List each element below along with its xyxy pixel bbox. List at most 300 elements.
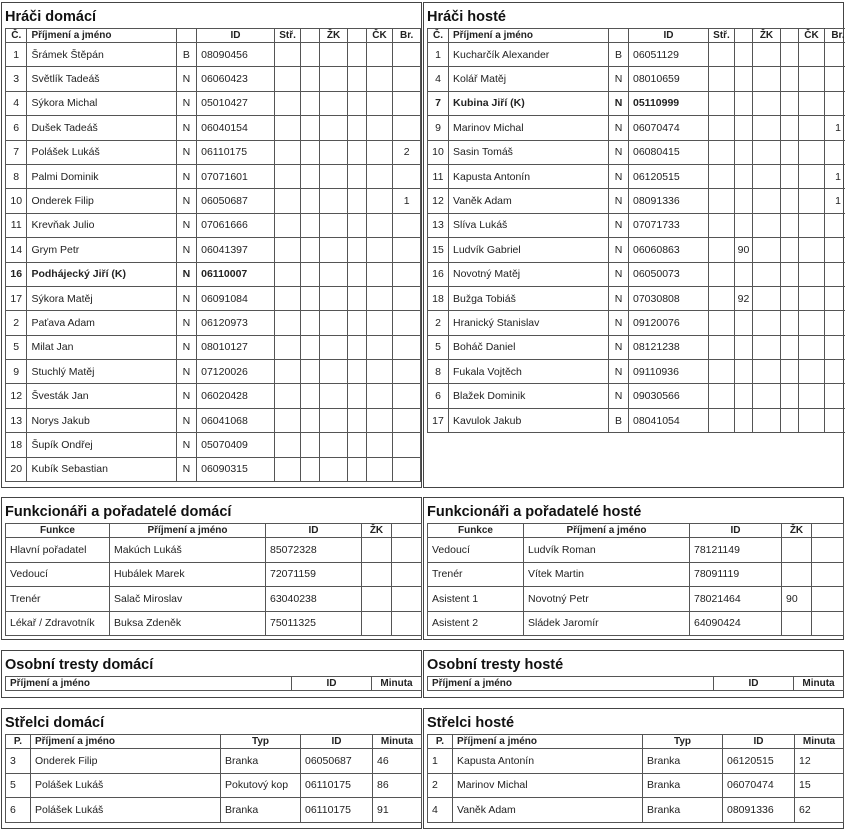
extra-cell [812,562,844,587]
name-cell: Polášek Lukáš [31,773,221,798]
column-header [301,29,319,43]
name-cell: Švesták Jan [27,384,176,408]
column-header [176,29,196,43]
type-cell: Branka [643,798,723,823]
name-cell: Novotný Matěj [449,262,609,286]
table-row [6,433,421,457]
flag-cell: N [176,91,196,115]
number-cell: 2 [428,311,449,335]
yellow-card-cell [348,262,366,286]
yellow-card-cell [753,116,781,140]
number-cell: 16 [428,262,449,286]
column-header: ID [723,735,795,749]
shots-cell [274,189,301,213]
name-cell: Sýkora Michal [27,91,176,115]
table-row [6,408,421,432]
id-cell: 06020428 [197,384,275,408]
red-card-cell [799,213,825,237]
name-cell: Vaněk Adam [449,189,609,213]
panel-title: Funkcionáři a pořadatelé domácí [5,504,232,520]
table-row [6,360,421,384]
goals-cell [825,311,845,335]
name-cell: Milat Jan [27,335,176,359]
yellow-card-cell [735,408,753,432]
home-players-panel [1,2,422,488]
column-header: ID [714,677,794,691]
red-card-cell [799,360,825,384]
table-row [428,91,845,115]
shots-cell [709,164,735,188]
table-row [6,43,421,67]
players-table [427,28,845,433]
panel-title: Osobní tresty hosté [427,657,564,673]
yellow-card-cell [301,286,319,310]
id-cell: 08091336 [629,189,709,213]
id-cell: 06040154 [197,116,275,140]
name-cell: Sládek Jaromír [524,611,690,636]
away-scorers-panel [423,708,844,829]
away-penalties-panel [423,650,844,698]
id-cell: 06051129 [629,43,709,67]
yellow-card-cell [301,213,319,237]
name-cell: Šrámek Štěpán [27,43,176,67]
yellow-card-cell [348,213,366,237]
goals-cell: 1 [825,116,845,140]
name-cell: Slíva Lukáš [449,213,609,237]
name-cell: Polášek Lukáš [31,798,221,823]
number-cell: 9 [6,360,27,384]
table-row [428,262,845,286]
table-row [6,311,421,335]
name-cell: Vaněk Adam [453,798,643,823]
goals-cell [393,213,421,237]
yellow-card-cell [348,384,366,408]
name-cell: Podhájecký Jiří (K) [27,262,176,286]
id-cell: 78021464 [690,587,782,612]
yellow-card-cell [319,384,348,408]
yellow-card-cell [319,408,348,432]
number-cell: 4 [428,67,449,91]
table-row [428,611,844,636]
table-row [428,360,845,384]
number-cell: 1 [428,43,449,67]
yellow-card-cell [301,360,319,384]
flag-cell: B [609,408,629,432]
goals-cell [825,262,845,286]
order-cell: 4 [428,798,453,823]
yellow-card-cell [781,384,799,408]
column-header: ŽK [362,524,392,538]
flag-cell: N [176,360,196,384]
table-row [428,164,845,188]
red-card-cell [799,408,825,432]
name-cell: Krevňak Julio [27,213,176,237]
name-cell: Palmi Dominik [27,164,176,188]
yellow-card-cell [301,433,319,457]
column-header: ID [690,524,782,538]
flag-cell: N [609,286,629,310]
goals-cell [393,433,421,457]
number-cell: 10 [6,189,27,213]
yellow-card-cell [781,360,799,384]
yellow-card-cell [319,164,348,188]
red-card-cell [366,286,393,310]
column-header: Č. [428,29,449,43]
yellow-card-cell [781,91,799,115]
yellow-card-cell [348,140,366,164]
home-penalties-panel [1,650,422,698]
number-cell: 13 [428,213,449,237]
number-cell: 8 [6,164,27,188]
name-cell: Polášek Lukáš [27,140,176,164]
shots-cell [274,360,301,384]
shots-cell [709,67,735,91]
yellow-card-cell [301,140,319,164]
yellow-card-cell: 92 [735,286,753,310]
column-header: P. [428,735,453,749]
flag-cell: N [609,213,629,237]
table-row [6,262,421,286]
yellow-card-cell [301,43,319,67]
table-row [428,335,845,359]
goals-cell [393,43,421,67]
goals-cell: 1 [825,189,845,213]
shots-cell [709,262,735,286]
red-card-cell [799,67,825,91]
flag-cell: N [176,286,196,310]
id-cell: 05070409 [197,433,275,457]
name-cell: Hranický Stanislav [449,311,609,335]
yellow-card-cell [753,360,781,384]
red-card-cell [799,335,825,359]
yellow-card-cell [735,189,753,213]
red-card-cell [799,164,825,188]
yellow-card-cell [753,286,781,310]
column-header: ID [292,677,372,691]
name-cell: Marinov Michal [449,116,609,140]
type-cell: Branka [221,798,301,823]
yellow-card-cell [319,335,348,359]
penalties-table [427,676,844,691]
table-row [428,773,844,798]
id-cell: 07071601 [197,164,275,188]
yellow-card-cell [301,116,319,140]
type-cell: Pokutový kop [221,773,301,798]
red-card-cell [366,91,393,115]
shots-cell [709,286,735,310]
scorers-table [427,734,844,823]
yellow-card-cell [348,43,366,67]
yellow-card-cell [301,262,319,286]
shots-cell [274,433,301,457]
type-cell: Branka [221,749,301,774]
order-cell: 5 [6,773,31,798]
id-cell: 06080415 [629,140,709,164]
goals-cell [393,67,421,91]
column-header [392,524,422,538]
column-header [348,29,366,43]
number-cell: 7 [6,140,27,164]
red-card-cell [799,311,825,335]
id-cell: 06110007 [197,262,275,286]
id-cell: 08121238 [629,335,709,359]
table-row [6,457,421,481]
header-row [428,735,844,749]
goals-cell [825,67,845,91]
yellow-card-cell [735,116,753,140]
id-cell: 06091084 [197,286,275,310]
id-cell: 06041068 [197,408,275,432]
yellow-card-cell [301,408,319,432]
column-header: Příjmení a jméno [449,29,609,43]
away-players-panel [423,2,844,488]
table-row [6,538,422,563]
yellow-card-cell [348,189,366,213]
flag-cell: N [609,311,629,335]
shots-cell [274,238,301,262]
yellow-card-cell [319,360,348,384]
number-cell: 18 [428,286,449,310]
role-cell: Vedoucí [6,562,110,587]
yellow-card-cell [319,457,348,481]
name-cell: Novotný Petr [524,587,690,612]
column-header: Typ [221,735,301,749]
name-cell: Kolář Matěj [449,67,609,91]
name-cell: Vítek Martin [524,562,690,587]
yellow-card-cell [735,335,753,359]
yellow-card-cell [319,189,348,213]
goals-cell [825,408,845,432]
yellow-card-cell [753,238,781,262]
name-cell: Boháč Daniel [449,335,609,359]
column-header [812,524,844,538]
table-row [6,384,421,408]
table-row [6,773,422,798]
flag-cell: N [176,67,196,91]
column-header: Příjmení a jméno [110,524,266,538]
yellow-card-cell [735,262,753,286]
name-cell: Ludvík Roman [524,538,690,563]
table-row [428,140,845,164]
number-cell: 15 [428,238,449,262]
column-header: P. [6,735,31,749]
number-cell: 12 [428,189,449,213]
yellow-card-cell [301,189,319,213]
table-row [6,140,421,164]
yellow-card-cell [781,164,799,188]
goals-cell [393,384,421,408]
name-cell: Fukala Vojtěch [449,360,609,384]
yellow-card-cell [362,587,392,612]
id-cell: 08041054 [629,408,709,432]
number-cell: 10 [428,140,449,164]
red-card-cell [366,67,393,91]
yellow-card-cell [362,611,392,636]
minute-cell: 12 [795,749,844,774]
column-header: Minuta [794,677,844,691]
id-cell: 85072328 [266,538,362,563]
flag-cell: N [176,433,196,457]
flag-cell: N [176,311,196,335]
goals-cell [393,457,421,481]
panel-title: Hráči domácí [5,9,97,25]
id-cell: 06110175 [197,140,275,164]
goals-cell [825,360,845,384]
flag-cell: N [176,116,196,140]
panel-title: Osobní tresty domácí [5,657,154,673]
id-cell: 08091336 [723,798,795,823]
role-cell: Vedoucí [428,538,524,563]
yellow-card-cell [319,67,348,91]
shots-cell [274,286,301,310]
header-row [6,524,422,538]
red-card-cell [366,408,393,432]
id-cell: 09110936 [629,360,709,384]
name-cell: Bužga Tobiáš [449,286,609,310]
extra-cell [392,538,422,563]
id-cell: 06060863 [629,238,709,262]
id-cell: 72071159 [266,562,362,587]
flag-cell: N [176,335,196,359]
column-header: Br. [825,29,845,43]
column-header: ŽK [782,524,812,538]
yellow-card-cell [753,262,781,286]
table-row [428,749,844,774]
yellow-card-cell [782,611,812,636]
yellow-card-cell [753,213,781,237]
shots-cell [709,238,735,262]
goals-cell [393,238,421,262]
id-cell: 07061666 [197,213,275,237]
shots-cell [274,384,301,408]
id-cell: 75011325 [266,611,362,636]
type-cell: Branka [643,773,723,798]
role-cell: Asistent 1 [428,587,524,612]
role-cell: Trenér [6,587,110,612]
yellow-card-cell [348,164,366,188]
yellow-card-cell [348,408,366,432]
shots-cell [709,140,735,164]
column-header: Příjmení a jméno [428,677,714,691]
column-header: Stř. [709,29,735,43]
goals-cell [825,286,845,310]
shots-cell [709,311,735,335]
id-cell: 09120076 [629,311,709,335]
red-card-cell [366,384,393,408]
number-cell: 12 [6,384,27,408]
yellow-card-cell [781,116,799,140]
table-row [6,164,421,188]
yellow-card-cell [301,67,319,91]
shots-cell [709,335,735,359]
scorers-table [5,734,422,823]
yellow-card-cell [735,164,753,188]
column-header: Typ [643,735,723,749]
yellow-card-cell [753,140,781,164]
column-header: ID [301,735,373,749]
yellow-card-cell [362,538,392,563]
shots-cell [709,360,735,384]
number-cell: 6 [6,116,27,140]
role-cell: Lékař / Zdravotník [6,611,110,636]
goals-cell [393,408,421,432]
shots-cell [274,43,301,67]
red-card-cell [366,189,393,213]
yellow-card-cell: 90 [735,238,753,262]
column-header: Funkce [6,524,110,538]
shots-cell [274,262,301,286]
red-card-cell [366,164,393,188]
number-cell: 14 [6,238,27,262]
id-cell: 06070474 [629,116,709,140]
flag-cell: B [609,43,629,67]
shots-cell [709,91,735,115]
goals-cell [825,384,845,408]
column-header: Stř. [274,29,301,43]
flag-cell: N [176,408,196,432]
yellow-card-cell [301,311,319,335]
number-cell: 5 [428,335,449,359]
order-cell: 1 [428,749,453,774]
flag-cell: N [609,189,629,213]
id-cell: 07030808 [629,286,709,310]
yellow-card-cell [301,164,319,188]
table-row [428,408,845,432]
panel-title: Funkcionáři a pořadatelé hosté [427,504,642,520]
flag-cell: N [609,238,629,262]
table-row [6,189,421,213]
name-cell: Stuchlý Matěj [27,360,176,384]
name-cell: Makúch Lukáš [110,538,266,563]
name-cell: Kucharčík Alexander [449,43,609,67]
red-card-cell [366,457,393,481]
number-cell: 11 [428,164,449,188]
table-row [6,67,421,91]
header-row [428,29,845,43]
order-cell: 3 [6,749,31,774]
flag-cell: N [176,189,196,213]
minute-cell: 86 [373,773,422,798]
id-cell: 06090315 [197,457,275,481]
id-cell: 06110175 [301,798,373,823]
id-cell: 06050687 [197,189,275,213]
number-cell: 7 [428,91,449,115]
shots-cell [274,213,301,237]
minute-cell: 46 [373,749,422,774]
column-header: Minuta [373,735,422,749]
column-header: Příjmení a jméno [453,735,643,749]
yellow-card-cell [348,238,366,262]
header-row [6,735,422,749]
column-header: ČK [799,29,825,43]
flag-cell: N [609,116,629,140]
table-row [428,311,845,335]
shots-cell [709,213,735,237]
flag-cell: N [609,335,629,359]
role-cell: Hlavní pořadatel [6,538,110,563]
table-row [428,538,844,563]
name-cell: Onderek Filip [31,749,221,774]
flag-cell: B [176,43,196,67]
shots-cell [274,116,301,140]
name-cell: Marinov Michal [453,773,643,798]
red-card-cell [799,116,825,140]
column-header: ID [197,29,275,43]
yellow-card-cell [348,457,366,481]
goals-cell [393,164,421,188]
yellow-card-cell [781,286,799,310]
red-card-cell [799,262,825,286]
